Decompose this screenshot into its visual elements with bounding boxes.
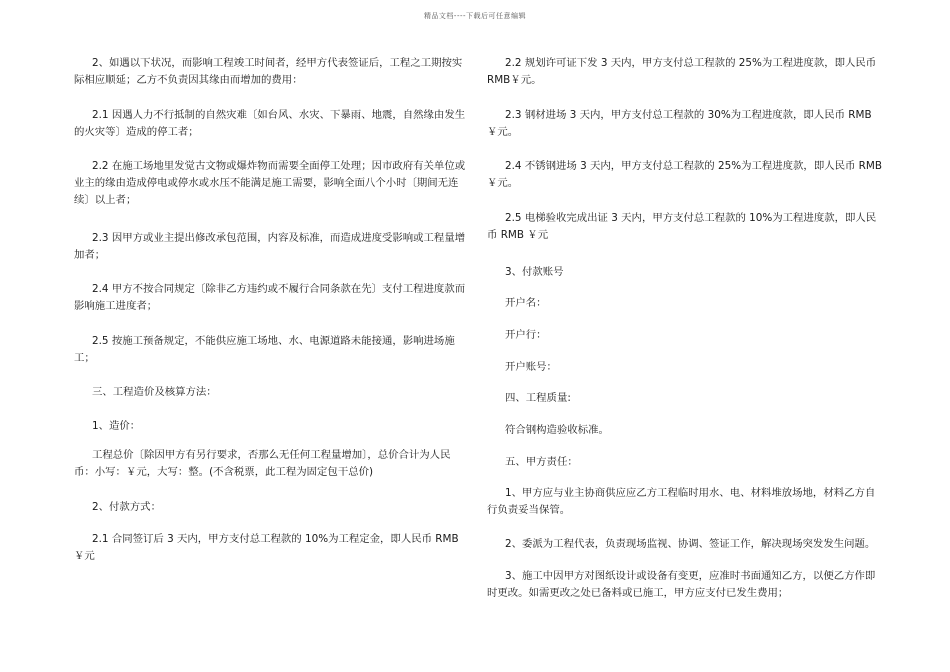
paragraph: 1、造价：	[92, 420, 141, 432]
paragraph: 3、施工中因甲方对图纸设计或设备有变更，应准时书面通知乙方，以便乙方作即时更改。如需更改之处已备料或已施工，甲方应支付已发生费用；	[487, 570, 876, 599]
section-heading: 五、甲方责任：	[505, 456, 578, 468]
paragraph: 2.2 在施工场地里发觉古文物或爆炸物而需要全面停工处理；因市政府有关单位或业主的缘由造成停电或停水或水压不能满足施工需要，影响全面八个小时〔期间无连续〕以上者；	[74, 160, 466, 206]
paragraph: 2.3 因甲方或业主提出修改承包范围，内容及标准，而造成进度受影响或工程量增加者；	[74, 232, 466, 261]
paragraph: 2.5 按施工预备规定，不能供应施工场地、水、电源道路未能接通，影响进场施工；	[74, 335, 455, 364]
paragraph: 1、甲方应与业主协商供应应乙方工程临时用水、电、材料堆放场地，材料乙方自行负责妥当保管。	[487, 487, 876, 516]
paragraph: 2.4 不锈钢进场 3 天内，甲方支付总工程款的 25%为工程进度款，即人民币 RMB ￥元。	[487, 160, 882, 189]
paragraph: 开户名：	[505, 297, 547, 309]
section-heading: 四、工程质量:	[505, 392, 571, 404]
paragraph: 2、付款方式：	[92, 501, 161, 513]
paragraph: 2、委派为工程代表，负责现场监视、协调、签证工作，解决现场突发发生问题。	[505, 538, 876, 550]
paragraph: 开户账号：	[505, 361, 557, 373]
paragraph: 2.1 合同签订后 3 天内，甲方支付总工程款的 10%为工程定金，即人民币 RMB￥元	[74, 533, 459, 562]
page-header-watermark: 精品文档----下载后可任意编辑	[423, 12, 527, 20]
paragraph: 2.4 甲方不按合同规定〔除非乙方违约或不履行合同条款在先〕支付工程进度款而影响施工进度者；	[74, 283, 466, 312]
paragraph: 符合钢构造验收标准。	[505, 424, 609, 436]
paragraph: 2.3 钢材进场 3 天内，甲方支付总工程款的 30%为工程进度款，即人民币 RMB ￥元。	[487, 109, 872, 138]
paragraph: 工程总价〔除因甲方有另行要求，否那么无任何工程量增加〕，总价合计为人民币：小写：￥元，大写：整。(不含税票，此工程为固定包干总价)	[74, 449, 451, 478]
paragraph: 2、如遇以下状况，而影响工程竣工时间者，经甲方代表签证后，工程之工期按实际相应顺延；乙方不负责因其缘由而增加的费用：	[74, 57, 463, 86]
paragraph: 开户行：	[505, 329, 547, 341]
paragraph: 3、付款账号	[505, 266, 564, 278]
paragraph: 2.5 电梯验收完成出证 3 天内，甲方支付总工程款的 10%为工程进度款，即人民币 RMB ￥元	[487, 212, 877, 241]
paragraph: 2.1 因遇人力不行抵制的自然灾难〔如台风、水灾、下暴雨、地震，自然缘由发生的火灾等〕造成的停工者；	[74, 109, 466, 138]
section-heading: 三、工程造价及核算方法：	[92, 386, 217, 398]
paragraph: 2.2 规划许可证下发 3 天内，甲方支付总工程款的 25%为工程进度款，即人民币 RMB￥元。	[487, 57, 877, 86]
